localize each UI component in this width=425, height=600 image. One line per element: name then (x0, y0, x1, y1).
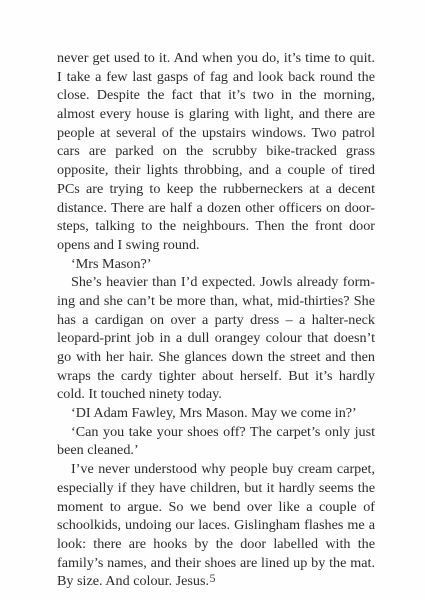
text-line: never get used to it. And when you do, it’s time to quit. (57, 50, 375, 66)
text-line: She’s heavier than I’d expected. Jowls already form- (71, 274, 375, 291)
text-line: family’s names, and their shoes are lined up by the mat. (57, 554, 375, 571)
text-line: schoolkids, undoing our laces. Gislingham flashes me a (57, 517, 375, 534)
body-text (57, 49, 375, 591)
page-number: 5 (209, 571, 216, 585)
text-line: people at several of the upstairs windows. Two patrol (57, 124, 375, 141)
text-line: close. Despite the fact that it’s two in the morning, (57, 87, 375, 104)
text-line: almost every house is glaring with light, and there are (57, 106, 375, 123)
text-line: go with her hair. She glances down the street and then (57, 349, 375, 365)
text-line: moment to argue. So we bend over like a couple of (57, 498, 375, 515)
text-line: ‘Mrs Mason?’ (71, 255, 152, 272)
text-line: been cleaned.’ (57, 442, 139, 459)
text-line: look: there are hooks by the door labelled with the (57, 535, 375, 552)
text-line: cold. It touched ninety today. (57, 386, 222, 403)
text-line: I’ve never understood why people buy cream carpet, (71, 461, 375, 478)
text-line: ing and she can’t be more than, what, mid-thirties? She (57, 292, 375, 309)
text-line: cars are parked on the scrubby bike-tracked grass (57, 143, 375, 160)
text-line: opposite, their lights throbbing, and a couple of tired (57, 162, 375, 179)
text-line: ‘DI Adam Fawley, Mrs Mason. May we come in?’ (71, 405, 357, 422)
text-line: I take a few last gasps of fag and look back round the (57, 68, 375, 85)
text-line: especially if they have children, but it hardly seems the (57, 479, 375, 496)
text-line: has a cardigan on over a party dress – a halter-neck (57, 311, 375, 328)
text-line: PCs are trying to keep the rubberneckers at a decent (57, 180, 375, 197)
text-line: distance. There are half a dozen other officers on door- (57, 199, 375, 216)
text-line: ‘Can you take your shoes off? The carpet’s only just (71, 423, 375, 440)
text-line: By size. And colour. Jesus. (57, 573, 210, 590)
text-line: opens and I swing round. (57, 236, 200, 253)
text-line: wraps the cardy tighter about herself. But it’s hardly (57, 367, 375, 384)
text-line: leopard-print job in a dull orangey colour that doesn’t (57, 330, 375, 347)
text-line: steps, talking to the neighbours. Then the front door (57, 218, 375, 235)
